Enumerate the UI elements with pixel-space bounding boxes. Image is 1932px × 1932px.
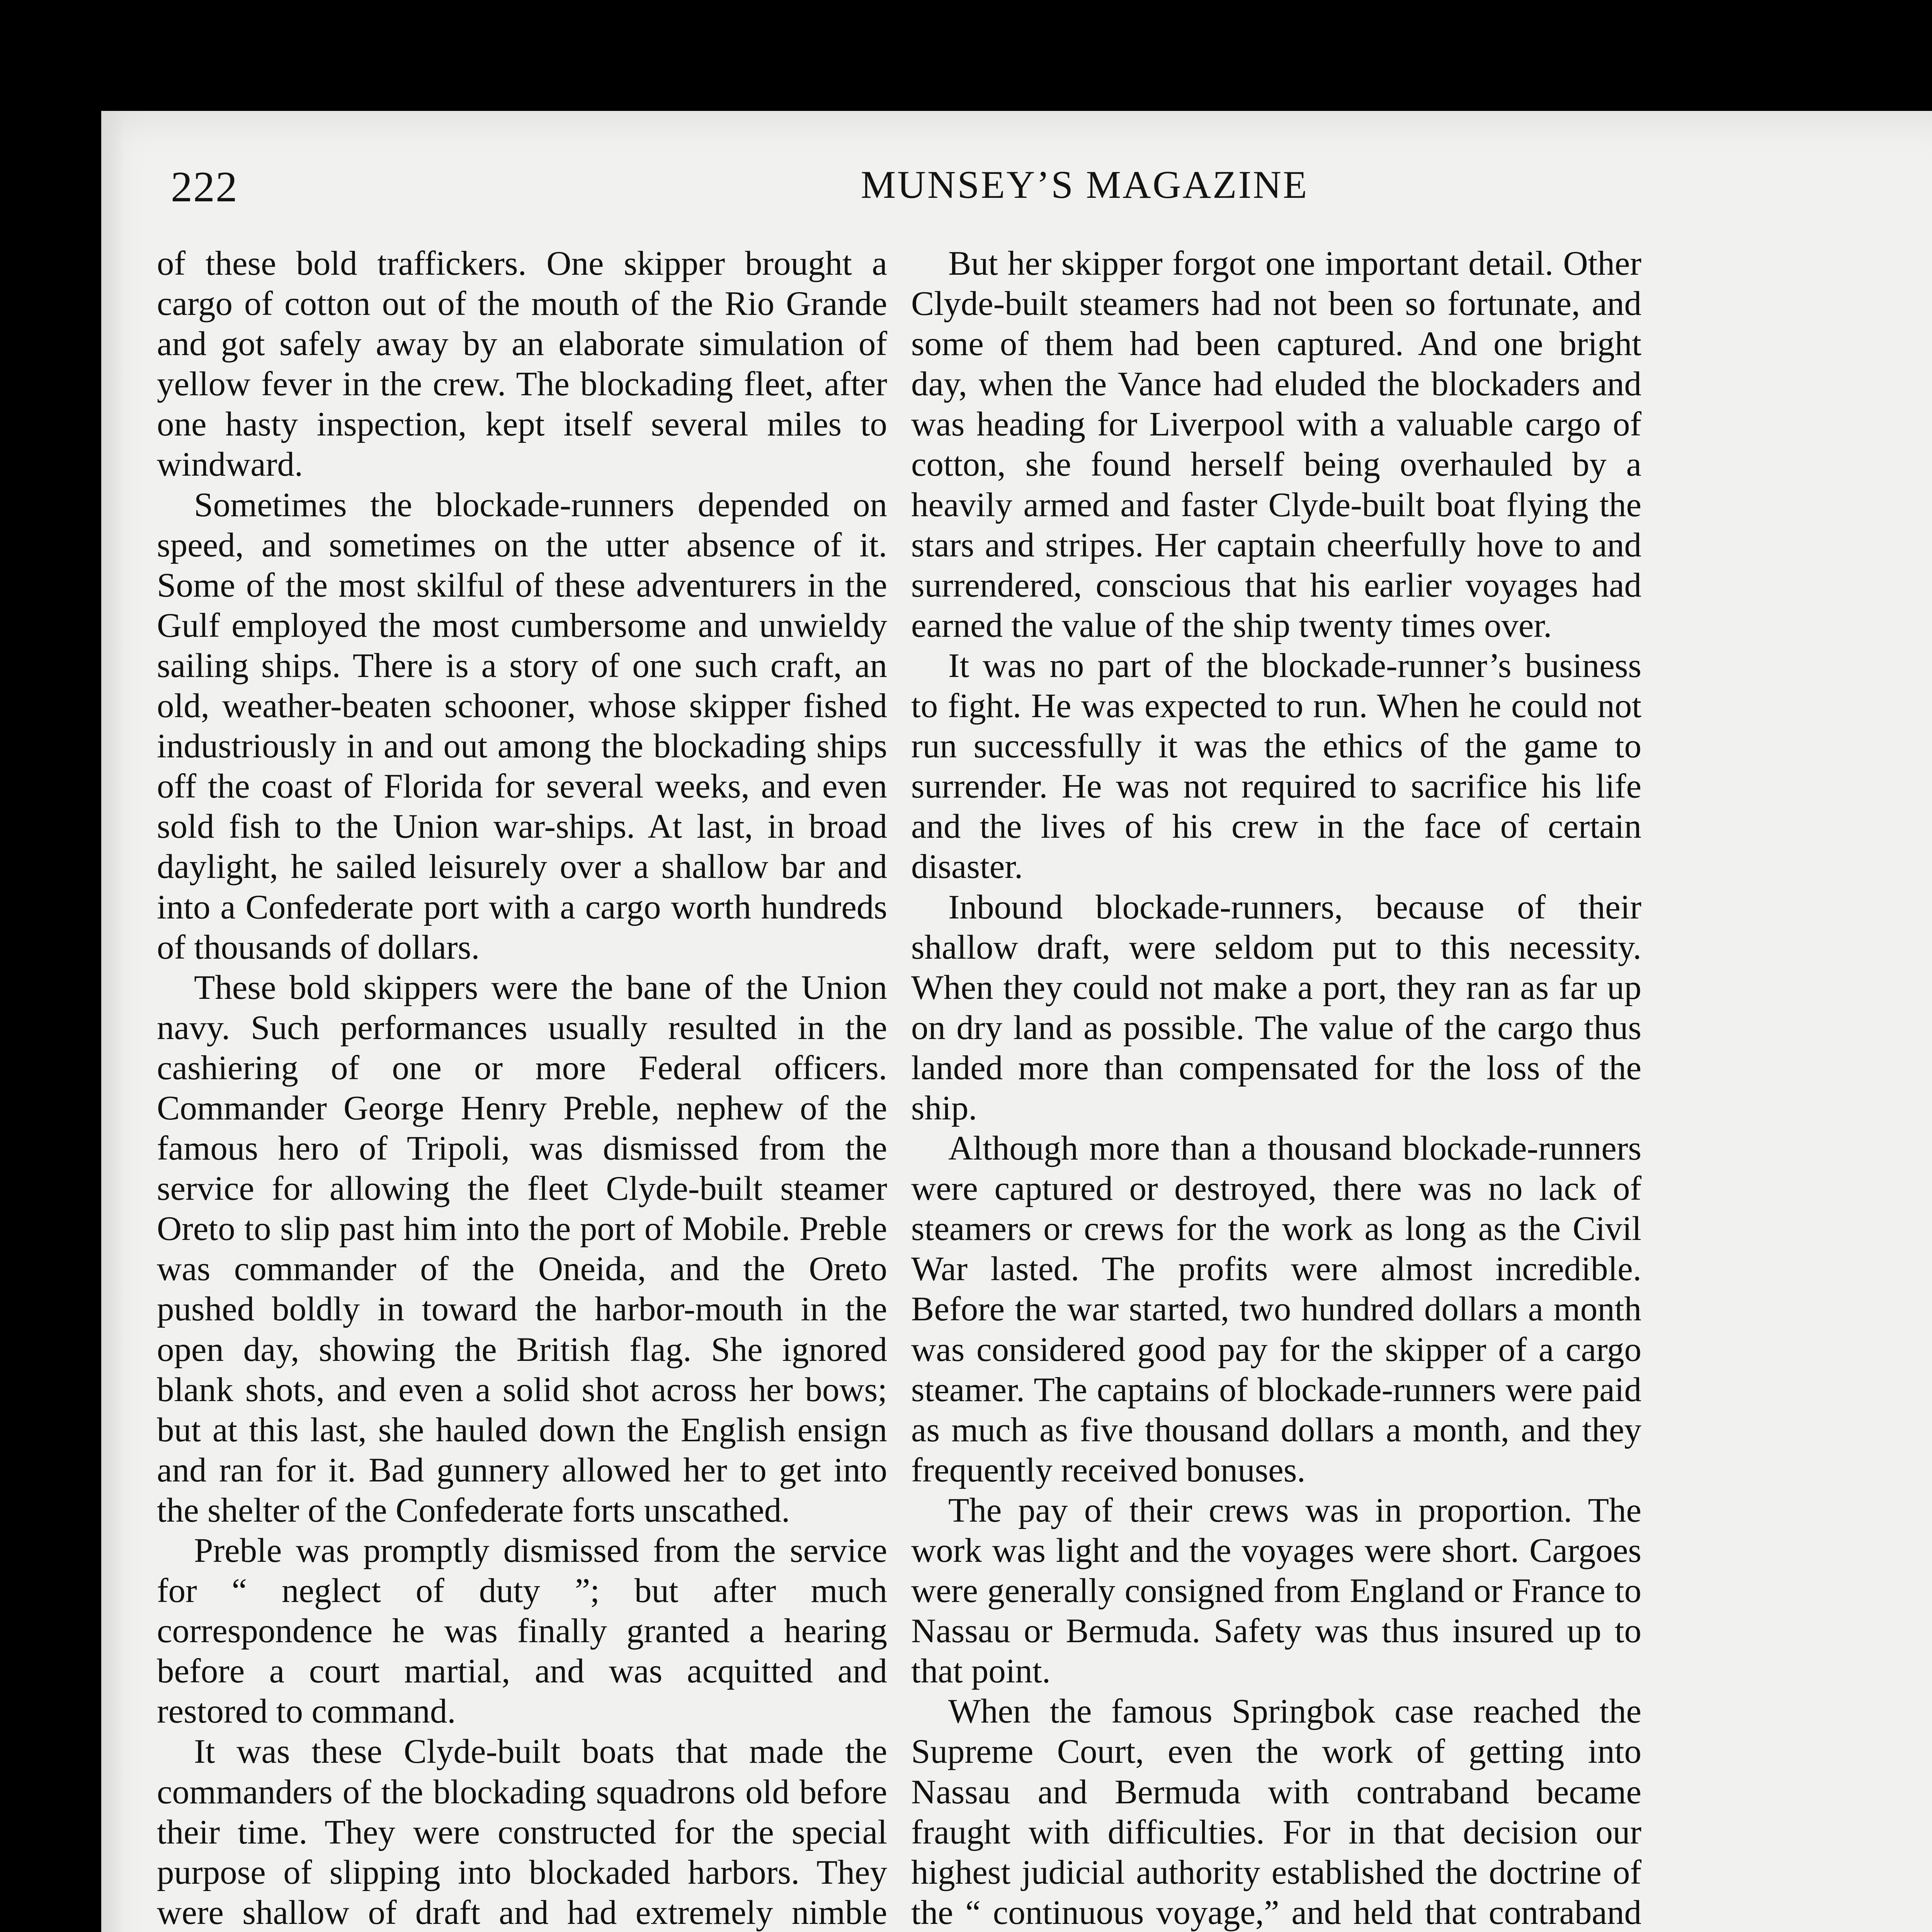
- page-number: 222: [171, 163, 238, 211]
- paragraph: Although more than a thousand blockade-runners were captured or destroyed, there was no lack of steamers or crews for the work as long as the Civil War lasted. The profits were almost incredible. Before the war started, two hundred dollars a month was considered good pay for the skipper of a cargo steamer. The captains of blockade-runners were paid as much as five thousand dollars a month, and they frequently received bonuses.: [911, 1129, 1641, 1489]
- paragraph: It was no part of the blockade-runner’s business to fight. He was expected to run. When he could not run successfully it was the ethics of the game to surrender. He was not required to sacrifice his life and the lives of his crew in the face of certain disaster.: [911, 646, 1641, 886]
- running-head: MUNSEY’S MAGAZINE: [861, 163, 1309, 207]
- paragraph: But her skipper forgot one important detail. Other Clyde-built steamers had not been so fortunate, and some of them had been captured. And one bright day, when the Vance had eluded the blockaders and was heading for Liverpool with a valuable cargo of cotton, she found herself being overhauled by a heavily armed and faster Clyde-built boat flying the stars and stripes. Her captain cheerfully hove to and surrendered, conscious that his earlier voyages had earned the value of the ship twenty times over.: [911, 245, 1641, 645]
- paragraph: When the famous Springbok case reached the Supreme Court, even the work of getting into Nassau and Bermuda with contraband became fraught with difficulties. For in that decision our highest judicial authority established the doctrine of the “ continuous voyage,” and held that contraband: [911, 1692, 1641, 1932]
- paragraph: It was these Clyde-built boats that made the commanders of the blockading squadrons old before their time. They were constructed for the special purpose of slipping into blockaded harbors. They were shallow of draft and had extremely nimble: [157, 1733, 887, 1932]
- paragraph: Sometimes the blockade-runners depended on speed, and sometimes on the utter absence of it. Some of the most skilful of these adventurers in the Gulf employed the most cumbersome and unwieldy sailing ships. There is a story of one such craft, an old, weather-beaten schooner, whose skipper fished industriously in and out among the blockading ships off the coast of Florida for several weeks, and even sold fish to the Union war-ships. At last, in broad daylight, he sailed leisurely over a shallow bar and into a Confederate port with a cargo worth hundreds of thousands of dollars.: [157, 486, 887, 966]
- paragraph: These bold skippers were the bane of the Union navy. Such performances usually resulted in the cashiering of one or more Federal officers. Commander George Henry Preble, nephew of the famous hero of Tripoli, was dismissed from the service for allowing the fleet Clyde-built steamer Oreto to slip past him into the port of Mobile. Preble was commander of the Oneida, and the Oreto pushed boldly in toward the harbor-mouth in the open day, showing the British flag. She ignored blank shots, and even a solid shot across her bows; but at this last, she hauled down the English ensign and ran for it. Bad gunnery allowed her to get into the shelter of the Confederate forts unscathed.: [157, 968, 887, 1529]
- paragraph: of these bold traffickers. One skipper brought a cargo of cotton out of the mouth of the Rio Grande and got safely away by an elaborate simulation of yellow fever in the crew. The blockading fleet, after one hasty inspection, kept itself several miles to windward.: [157, 245, 887, 484]
- right-column: [911, 243, 1641, 1932]
- paragraph: Inbound blockade-runners, because of their shallow draft, were seldom put to this necessity. When they could not make a port, they ran as far up on dry land as possible. The value of the cargo thus landed more than compensated for the loss of the ship.: [911, 888, 1641, 1127]
- left-column: [157, 243, 887, 1932]
- paragraph: The pay of their crews was in proportion. The work was light and the voyages were short. Cargoes were generally consigned from England or France to Nassau or Bermuda. Safety was thus insured up to that point.: [911, 1491, 1641, 1690]
- paragraph: Preble was promptly dismissed from the service for “ neglect of duty ”; but after much correspondence he was finally granted a hearing before a court martial, and was acquitted and restored to command.: [157, 1532, 887, 1731]
- page-header: [171, 162, 1678, 216]
